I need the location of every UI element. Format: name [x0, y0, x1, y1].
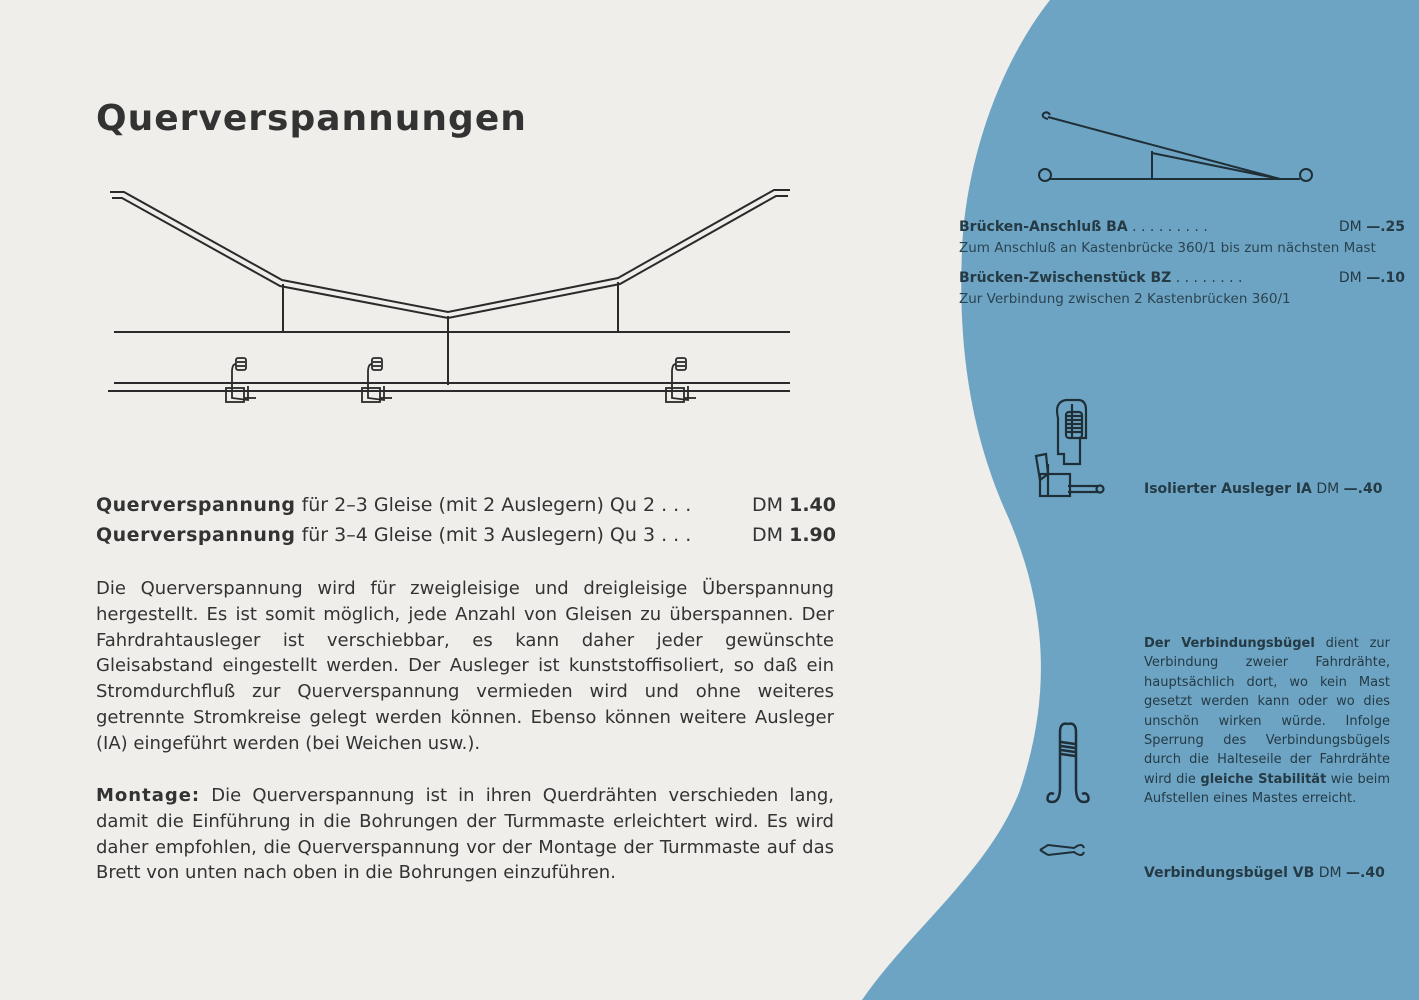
- price-qu3: DM 1.90: [752, 524, 836, 546]
- connecting-clip-paragraph: Der Verbindungsbügel dient zur Verbindung zweier Fahrdrähte, hauptsächlich dort, wo kein Mast gesetzt werden kann oder wo dies unschön wirken würde. Infolge Sperrung des Verbindungsbügels durch die Halteseile der Fahrdrähte wird die gleiche Stabilität wie beim Aufstellen eines Mastes erreicht.: [1144, 636, 1390, 807]
- price-ba: DM —.25: [1338, 219, 1405, 235]
- price-qu2: DM 1.40: [752, 494, 836, 516]
- price-bz: DM —.10: [1338, 270, 1405, 286]
- item-ia: Isolierter Ausleger IA DM —.40: [1144, 481, 1383, 497]
- price-row-qu2: Querverspannung für 2–3 Gleise (mit 2 Auslegern) Qu 2 . . . DM 1.40: [96, 494, 836, 516]
- item-bz-description: Zur Verbindung zwischen 2 Kastenbrücken 360/1: [959, 291, 1291, 307]
- montage-label: Montage:: [96, 785, 201, 806]
- item-vb: Verbindungsbügel VB DM —.40: [1144, 865, 1385, 881]
- bridge-connector-icon: [1030, 105, 1320, 190]
- item-bz: Brücken-Zwischenstück BZ . . . . . . . . DM —.10: [959, 270, 1405, 286]
- price-row-qu3: Querverspannung für 3–4 Gleise (mit 3 Auslegern) Qu 3 . . . DM 1.90: [96, 524, 836, 546]
- montage-paragraph: Montage: Die Querverspannung ist in ihren Querdrähten verschieden lang, damit die Einführung in die Bohrungen der Turmmaste erleichtert wird. Es wird daher empfohlen, die Querverspannung vor der Montage der Turmmaste auf das Brett von unten nach oben in die Bohrungen einzuführen.: [96, 785, 834, 884]
- insulated-arm-icon: [1028, 398, 1108, 502]
- cross-span-diagram: [100, 180, 800, 410]
- description-paragraph: Die Querverspannung wird für zweigleisige und dreigleisige Überspannung hergestellt. Es ist somit möglich, jede Anzahl von Gleisen zu überspannen. Der Fahrdrahtausleger ist verschiebbar, es kann daher jeder gewünschte Gleisabstand eingestellt werden. Der Ausleger ist kunststoffisoliert, so daß ein Stromdurchfluß zur Querverspannung vermieden wird und ohne weiteres getrennte Stromkreise gelegt werden können. Ebenso können weitere Ausleger (IA) eingeführt werden (bei Weichen usw.).: [96, 578, 834, 754]
- item-ba: Brücken-Anschluß BA . . . . . . . . . DM —.25: [959, 219, 1405, 235]
- item-ba-description: Zum Anschluß an Kastenbrücke 360/1 bis zum nächsten Mast: [959, 240, 1376, 256]
- page-title: Querverspannungen: [96, 98, 527, 139]
- connecting-clip-icon: [1040, 718, 1100, 810]
- connecting-clip-sideview-icon: [1038, 840, 1088, 860]
